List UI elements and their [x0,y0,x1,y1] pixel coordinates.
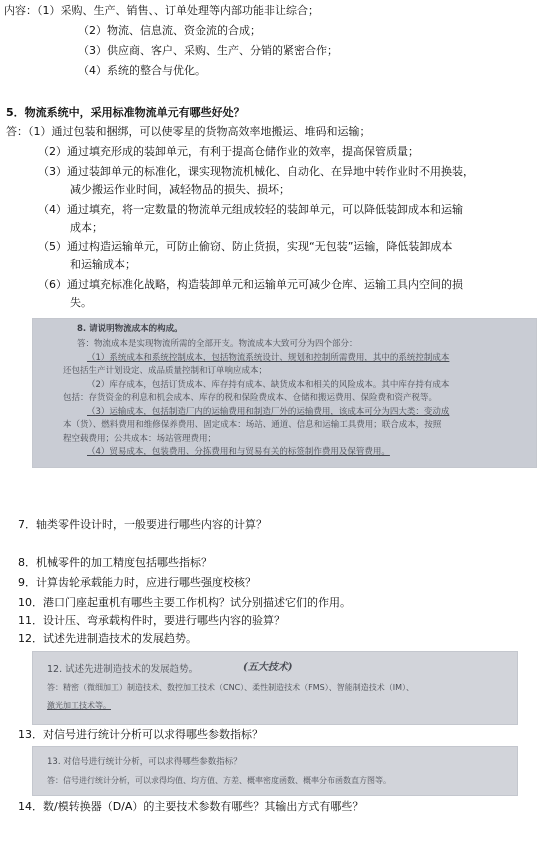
q5-answer-3a: （3）通过装卸单元的标准化，课实现物流机械化、自动化、在异地中转作业时不用换装， [38,165,474,178]
photo1-line-10: （4）贸易成本，包装费用、分拣费用和与贸易有关的标签制作费用及保管费用。 [87,447,390,457]
photo2-line-1: 12. 试述先进制造技术的发展趋势。 [47,664,199,675]
question-11: 11．设计压、弯承载构件时，要进行哪些内容的验算？ [18,614,285,627]
photo1-line-6: 包括：存货资金的利息和机会成本、库存的税和保险费成本、仓储和搬运费用、保险费和资产税等。 [63,393,438,403]
q5-answer-4b: 成本； [70,221,103,234]
question-8: 8．机械零件的加工精度包括哪些指标？ [18,556,212,569]
photo2-line-3: 激光加工技术等。 [47,701,111,710]
q5-answer-3b: 减少搬运作业时间，减轻物品的损失、损坏； [70,183,290,196]
content-line-4: （4）系统的整合与优化。 [78,64,206,77]
question-7: 7．轴类零件设计时，一般要进行哪些内容的计算？ [18,518,267,531]
content-line-3: （3）供应商、客户、采购、生产、分销的紧密合作； [78,44,338,57]
photo1-line-7: （3）运输成本，包括制造厂内的运输费用和制造厂外的运输费用，该成本可分为四大类：变动成 [87,407,450,417]
content-line-2: （2）物流、信息流、资金流的合成； [78,24,261,37]
q5-answer-2: （2）通过填充形成的装卸单元，有利于提高仓储作业的效率，提高保管质量； [38,145,419,158]
photo1-line-8: 本（货）、燃料费用和维修保养费用、固定成本：场站、通道、信息和运输工具费用；联合成本，按照 [63,420,442,430]
photo1-line-4: 还包括生产计划设定、成品质量控制和订单响应成本； [63,366,268,376]
scanned-answer-photo-logistics-cost [32,318,537,468]
question-10: 10．港口门座起重机有哪些主要工作机构？试分别描述它们的作用。 [18,596,351,609]
q5-answer-4a: （4）通过填充，将一定数量的物流单元组成较轻的装卸单元，可以降低装卸成本和运输 [38,203,463,216]
photo3-line-2: 答：信号进行统计分析，可以求得均值、均方值、方差、概率密度函数、概率分布函数直方图等。 [47,776,391,785]
photo1-line-3: （1）系统成本和系统控制成本，包括物流系统设计、规划和控制所需费用，其中的系统控制成本 [87,353,450,363]
question-5-title: 5．物流系统中，采用标准物流单元有哪些好处？ [6,106,245,119]
photo1-line-5: （2）库存成本，包括订货成本、库存持有成本、缺货成本和相关的风险成本。其中库存持有成本 [87,380,450,390]
q5-answer-5a: （5）通过构造运输单元，可防止偷窃、防止货损，实现“无包装”运输，降低装卸成本 [38,240,453,253]
question-12: 12．试述先进制造技术的发展趋势。 [18,632,197,645]
content-line-1: 内容：（1）采购、生产、销售、、订单处理等内部功能非让综合； [4,4,319,17]
question-9: 9．计算齿轮承载能力时，应进行哪些强度校核？ [18,576,256,589]
q5-answer-1: 答：（1）通过包装和捆绑，可以使零星的货物高效率地搬运、堆码和运输； [6,125,371,138]
photo2-handwritten-note: (五大技术) [243,662,293,673]
photo2-line-2: 答：精密（微细加工）制造技术、数控加工技术（CNC）、柔性制造技术（FMS）、智能制造技术（IM）、 [47,683,414,692]
q5-answer-6b: 失。 [70,296,92,309]
q5-answer-5b: 和运输成本； [70,258,136,271]
photo3-line-1: 13. 对信号进行统计分析，可以求得哪些参数指标？ [47,757,242,767]
question-14: 14．数/模转换器（D/A）的主要技术参数有哪些？其输出方式有哪些？ [18,800,364,813]
photo1-line-1: 8. 请说明物流成本的构成。 [77,324,183,334]
q5-answer-6a: （6）通过填充标准化战略，构造装卸单元和运输单元可减少仓库、运输工具内空间的损 [38,278,463,291]
scanned-answer-photo-manufacturing [32,651,518,725]
question-13: 13．对信号进行统计分析可以求得哪些参数指标？ [18,728,263,741]
photo1-line-2: 答：物流成本是实现物流所需的全部开支。物流成本大致可分为四个部分： [77,339,358,349]
photo1-line-9: 程空载费用；公共成本：场站管理费用； [63,434,217,444]
scanned-answer-photo-signal-analysis [32,746,518,796]
